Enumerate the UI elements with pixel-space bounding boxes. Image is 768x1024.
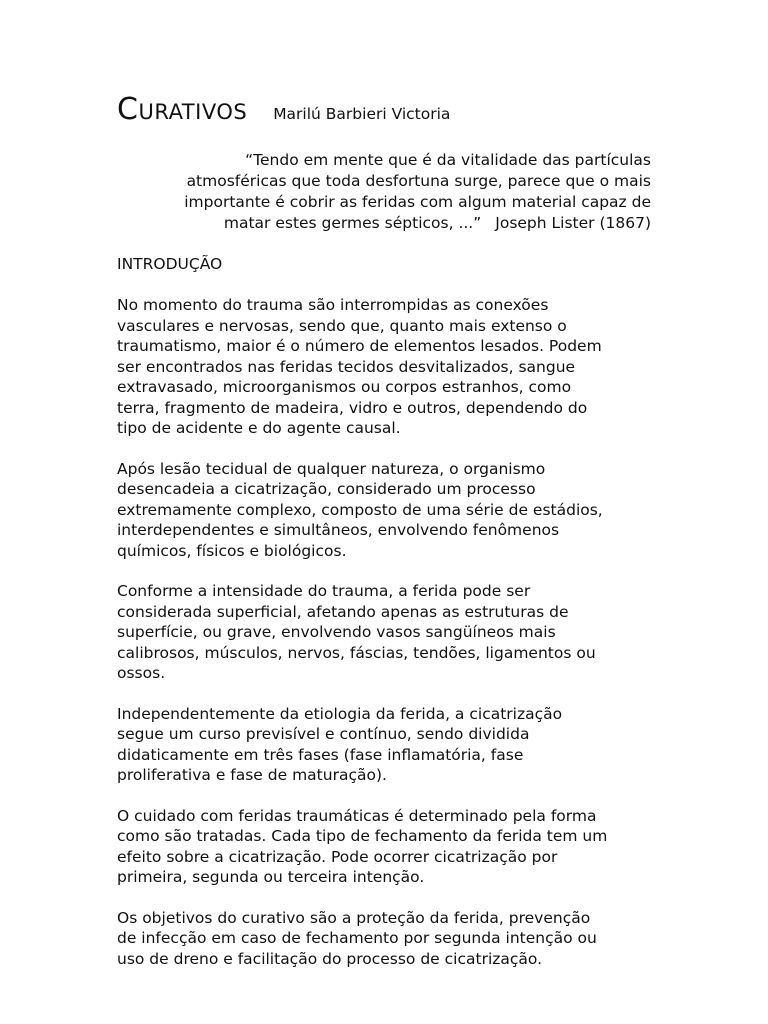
- paragraph-line: didaticamente em três fases (fase inflamatória, fase: [117, 745, 524, 764]
- paragraph-line: Após lesão tecidual de qualquer natureza, o organismo: [117, 459, 546, 478]
- title-row: [117, 92, 657, 134]
- paragraph-line: superfície, ou grave, envolvendo vasos sangüíneos mais: [117, 623, 556, 641]
- paragraph-line: calibrosos, músculos, nervos, fáscias, tendões, ligamentos ou: [117, 643, 596, 662]
- author-name: Marilú Barbieri Victoria: [273, 105, 451, 123]
- paragraph-line: desencadeia a cicatrização, considerado um processo: [117, 480, 536, 498]
- paragraph-line: ossos.: [117, 664, 166, 682]
- paragraph-line: de infecção em caso de fechamento por segunda intenção ou: [117, 929, 597, 947]
- paragraph-line: segue um curso previsível e contínuo, sendo dividida: [117, 725, 530, 743]
- paragraph-line: tipo de acidente e do agente causal.: [117, 419, 401, 437]
- paragraph-line: extravasado, microorganismos ou corpos estranhos, como: [117, 378, 572, 396]
- paragraph-line: efeito sobre a cicatrização. Pode ocorrer cicatrização por: [117, 847, 558, 866]
- paragraph-line: Independentemente da etiologia da ferida, a cicatrização: [117, 704, 563, 723]
- paragraph-line: considerada superficial, afetando apenas as estruturas de: [117, 602, 569, 621]
- body-paragraph: [117, 295, 657, 439]
- title-initial: C: [117, 92, 139, 127]
- document-page: [117, 92, 657, 969]
- body-paragraph: [117, 908, 657, 970]
- paragraph-line: proliferativa e fase de maturação).: [117, 766, 387, 784]
- paragraph-line: químicos, físicos e biológicos.: [117, 541, 347, 560]
- quote-line: matar estes germes sépticos, ...”: [223, 214, 482, 232]
- body-paragraph: [117, 704, 657, 786]
- quote-line-last: [117, 213, 651, 234]
- body-paragraph: [117, 459, 657, 562]
- paragraph-line: Conforme a intensidade do trauma, a ferida pode ser: [117, 582, 531, 600]
- quote-line: “Tendo em mente que é da vitalidade das partículas: [245, 151, 651, 169]
- body-paragraph: [117, 581, 657, 684]
- quote-attribution: Joseph Lister (1867): [495, 214, 651, 232]
- paragraph-line: como são tratadas. Cada tipo de fechamento da ferida tem um: [117, 827, 608, 845]
- paragraph-line: primeira, segunda ou terceira intenção.: [117, 868, 425, 886]
- paragraph-line: vasculares e nervosas, sendo que, quanto mais extenso o: [117, 316, 567, 335]
- paragraph-line: No momento do trauma são interrompidas as conexões: [117, 296, 549, 314]
- body-paragraphs: [117, 295, 657, 969]
- epigraph-quote: [117, 150, 651, 234]
- paragraph-line: interdependentes e simultâneos, envolvendo fenômenos: [117, 521, 560, 539]
- section-heading: INTRODUÇÃO: [117, 255, 223, 273]
- paragraph-line: uso de dreno e facilitação do processo de cicatrização.: [117, 949, 543, 968]
- paragraph-line: extremamente complexo, composto de uma série de estádios,: [117, 500, 603, 519]
- paragraph-line: Os objetivos do curativo são a proteção da ferida, prevenção: [117, 908, 591, 927]
- paragraph-line: traumatismo, maior é o número de elementos lesados. Podem: [117, 337, 602, 355]
- paragraph-line: O cuidado com feridas traumáticas é determinado pela forma: [117, 806, 597, 825]
- quote-line: importante é cobrir as feridas com algum material capaz de: [184, 193, 651, 211]
- title-rest: URATIVOS: [138, 100, 248, 124]
- body-paragraph: [117, 806, 657, 888]
- paragraph-line: ser encontrados nas feridas tecidos desvitalizados, sangue: [117, 357, 576, 376]
- document-title: [117, 92, 247, 127]
- quote-line: atmosféricas que toda desfortuna surge, parece que o mais: [186, 172, 651, 190]
- paragraph-line: terra, fragmento de madeira, vidro e outros, dependendo do: [117, 398, 588, 417]
